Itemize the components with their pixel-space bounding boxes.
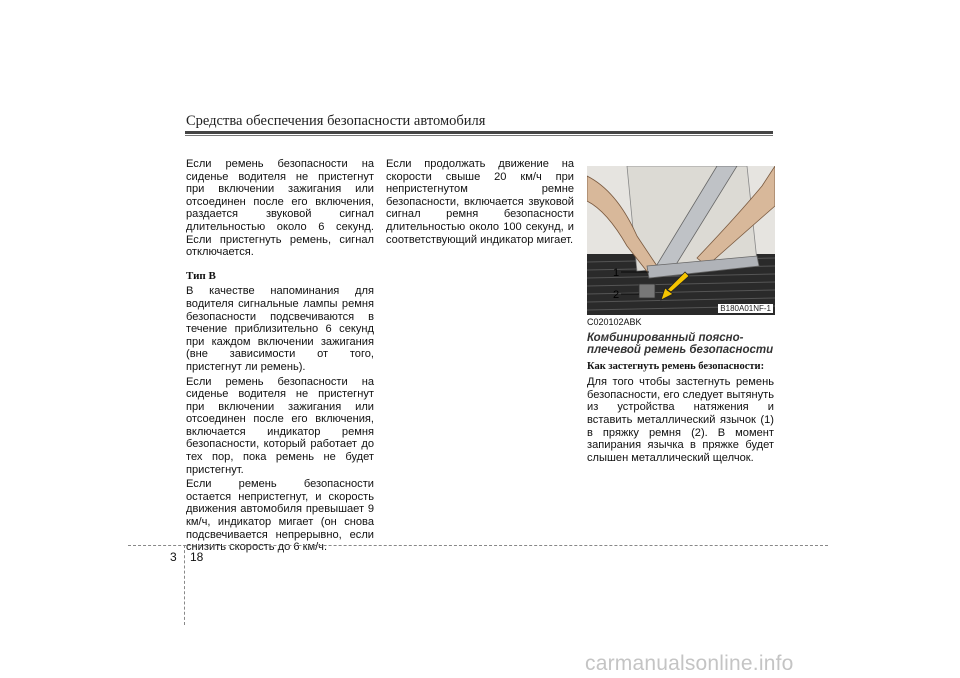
header-rule [185,131,773,134]
left-paragraph-3: Если ремень безопасности на сиденье водителя не пристегнут при включении зажигания или отсоединен после его включения, включается индикатор ремня безопасности, который работает до тех пор, пока ремень не будет пристегнут. [186,375,374,476]
left-paragraph-4: Если ремень безопасности остается непристегнут, и скорость движения автомобиля превышает 9 км/ч, индикатор мигает (он снова подсвечивается непрерывно, если снизить скорость до 6 км/ч. [186,478,374,554]
footer-dashed-rule [128,545,828,546]
right-column [587,316,774,466]
middle-column [386,158,574,248]
right-paragraph-1: Для того чтобы застегнуть ремень безопасности, его следует вытянуть из устройства натяжения и вставить металлический язычок (1) в пряжку ремня (2). В момент запирания язычка в пряжке будет слышен металлический щелчок. [587,376,774,464]
seatbelt-figure [587,166,775,315]
figure-label: B180A01NF-1 [720,304,771,313]
left-column [186,158,374,556]
page-header-title: Средства обеспечения безопасности автомобиля [186,113,486,129]
header-rule-thin [185,135,773,136]
seatbelt-heading: Комбинированный поясно-плечевой ремень безопасности [587,331,774,357]
footer-dashed-divider [184,545,185,625]
left-paragraph-2: В качестве напоминания для водителя сигнальные лампы ремня безопасности подсвечиваются в течение приблизительно 6 секунд при каждом включении зажигания (вне зависимости от того, пристегнут ли ремень). [186,285,374,373]
callout-1: 1 [613,267,620,279]
section-code: C020102ABK [587,317,642,327]
callout-2: 2 [613,289,620,301]
page-number: 18 [190,550,204,564]
left-paragraph-1: Если ремень безопасности на сиденье водителя не пристегнут при включении зажигания или отсоединен после его включения, раздается звуковой сигнал длительностью около 6 секунд. Если пристегнуть ремень, сигнал отключается. [186,158,374,259]
middle-paragraph-1: Если продолжать движение на скорости свыше 20 км/ч при непристегнутом ремне безопасности, включается звуковой сигнал ремня безопасности длительностью около 100 секунд, и соответствующий индикатор мигает. [386,158,574,246]
section-number: 3 [170,550,177,564]
seatbelt-illustration [587,166,775,315]
fasten-subheading: Как застегнуть ремень безопасности: [587,360,765,372]
type-b-subhead: Тип B [186,269,216,282]
watermark: carmanualsonline.info [585,652,794,675]
